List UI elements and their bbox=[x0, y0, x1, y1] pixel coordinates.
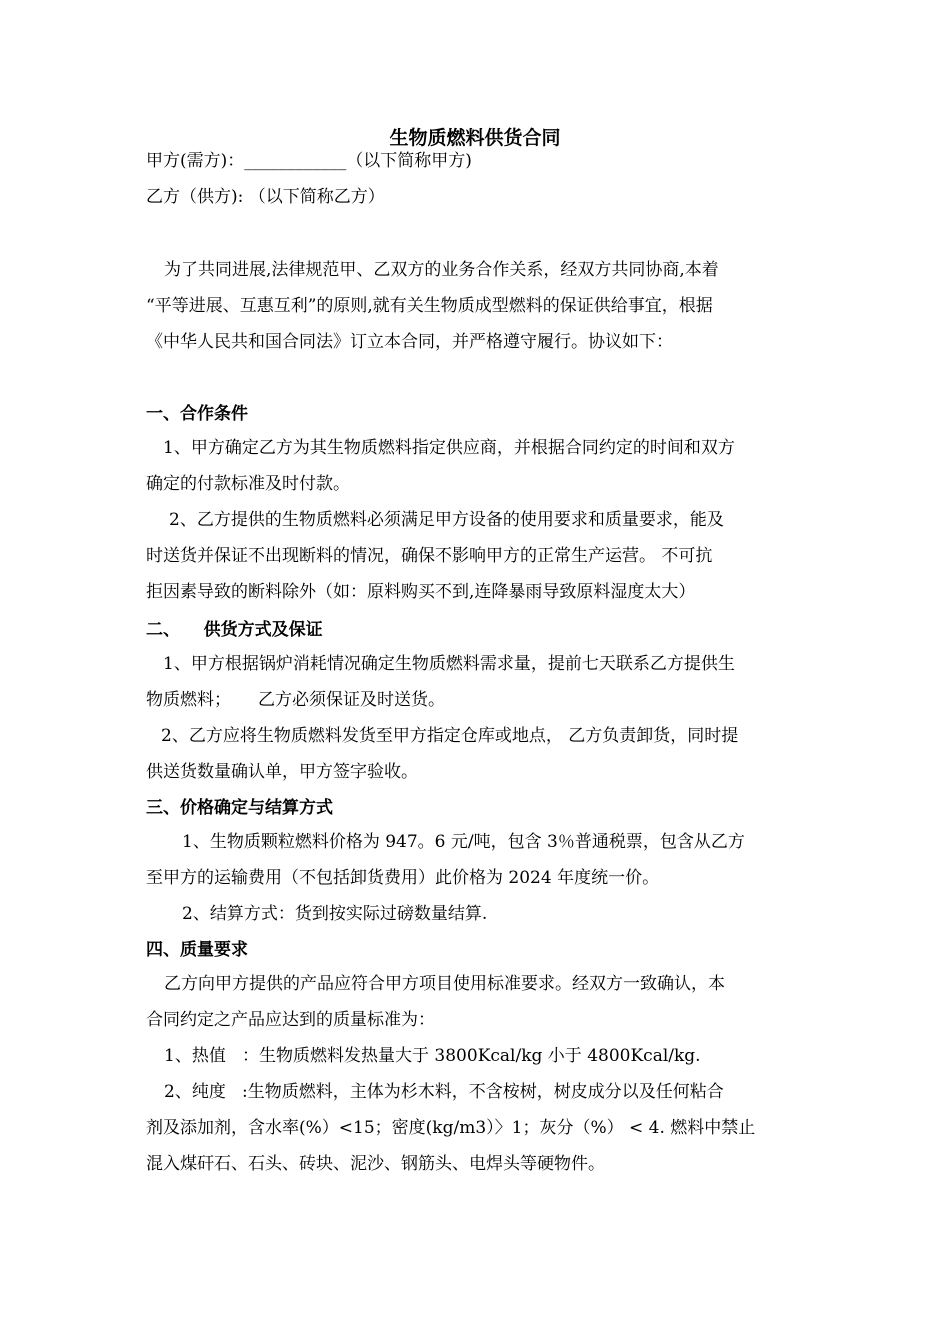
clause-line: 1、热值 ：生物质燃料发热量大于 3800Kcal/kg 小于 4800Kcal/kg. bbox=[164, 1046, 701, 1066]
party-a-line: 甲方(需方)：____________（以下简称甲方) bbox=[146, 151, 472, 171]
clause-line: 合同约定之产品应达到的质量标准为： bbox=[146, 1010, 435, 1030]
clause-line: 1、生物质颗粒燃料价格为 947。6 元/吨，包含 3％普通税票，包含从乙方 bbox=[182, 832, 745, 852]
clause-line: 物质燃料； 乙方必须保证及时送货。 bbox=[146, 690, 446, 710]
preamble-line: 为了共同进展,法律规范甲、乙双方的业务合作关系，经双方共同协商,本着 bbox=[164, 260, 719, 280]
clause-line: 时送货并保证不出现断料的情况，确保不影响甲方的正常生产运营。 不可抗 bbox=[146, 546, 713, 566]
clause-line: 拒因素导致的断料除外（如：原料购买不到,连降暴雨导致原料湿度太大） bbox=[146, 582, 696, 602]
clause-line: 剂及添加剂，含水率(%）<15；密度(kg/m3）〉1；灰分（%） < 4. 燃料中禁止 bbox=[146, 1118, 756, 1138]
section-heading: 二、 供货方式及保证 bbox=[146, 620, 323, 640]
document-title: 生物质燃料供货合同 bbox=[389, 127, 561, 149]
clause-line: 2、乙方应将生物质燃料发货至甲方指定仓库或地点， 乙方负责卸货，同时提 bbox=[161, 726, 739, 746]
clause-line: 混入煤矸石、石头、砖块、泥沙、钢筋头、电焊头等硬物件。 bbox=[146, 1154, 605, 1174]
clause-line: 2、纯度 :生物质燃料，主体为杉木料，不含桉树，树皮成分以及任何粘合 bbox=[164, 1082, 724, 1102]
clause-line: 2、乙方提供的生物质燃料必须满足甲方设备的使用要求和质量要求，能及 bbox=[169, 510, 724, 530]
clause-line: 至甲方的运输费用（不包括卸货费用）此价格为 2024 年度统一价。 bbox=[146, 868, 660, 888]
clause-line: 1、甲方确定乙方为其生物质燃料指定供应商，并根据合同约定的时间和双方 bbox=[163, 438, 735, 458]
section-heading: 一、合作条件 bbox=[146, 404, 248, 424]
clause-line: 1、甲方根据锅炉消耗情况确定生物质燃料需求量，提前七天联系乙方提供生 bbox=[163, 654, 735, 674]
clause-line: 确定的付款标准及时付款。 bbox=[146, 474, 350, 494]
preamble-line: “平等进展、互惠互利”的原则,就有关生物质成型燃料的保证供给事宜，根据 bbox=[146, 296, 713, 316]
preamble-line: 《中华人民共和国合同法》订立本合同，并严格遵守履行。协议如下： bbox=[146, 332, 673, 352]
clause-line: 2、结算方式：货到按实际过磅数量结算. bbox=[182, 904, 488, 924]
section-heading: 三、价格确定与结算方式 bbox=[146, 798, 333, 818]
section-heading: 四、质量要求 bbox=[146, 940, 248, 960]
clause-line: 乙方向甲方提供的产品应符合甲方项目使用标准要求。经双方一致确认，本 bbox=[164, 974, 725, 994]
party-b-line: 乙方（供方): （以下简称乙方） bbox=[146, 187, 385, 207]
clause-line: 供送货数量确认单，甲方签字验收。 bbox=[146, 762, 418, 782]
